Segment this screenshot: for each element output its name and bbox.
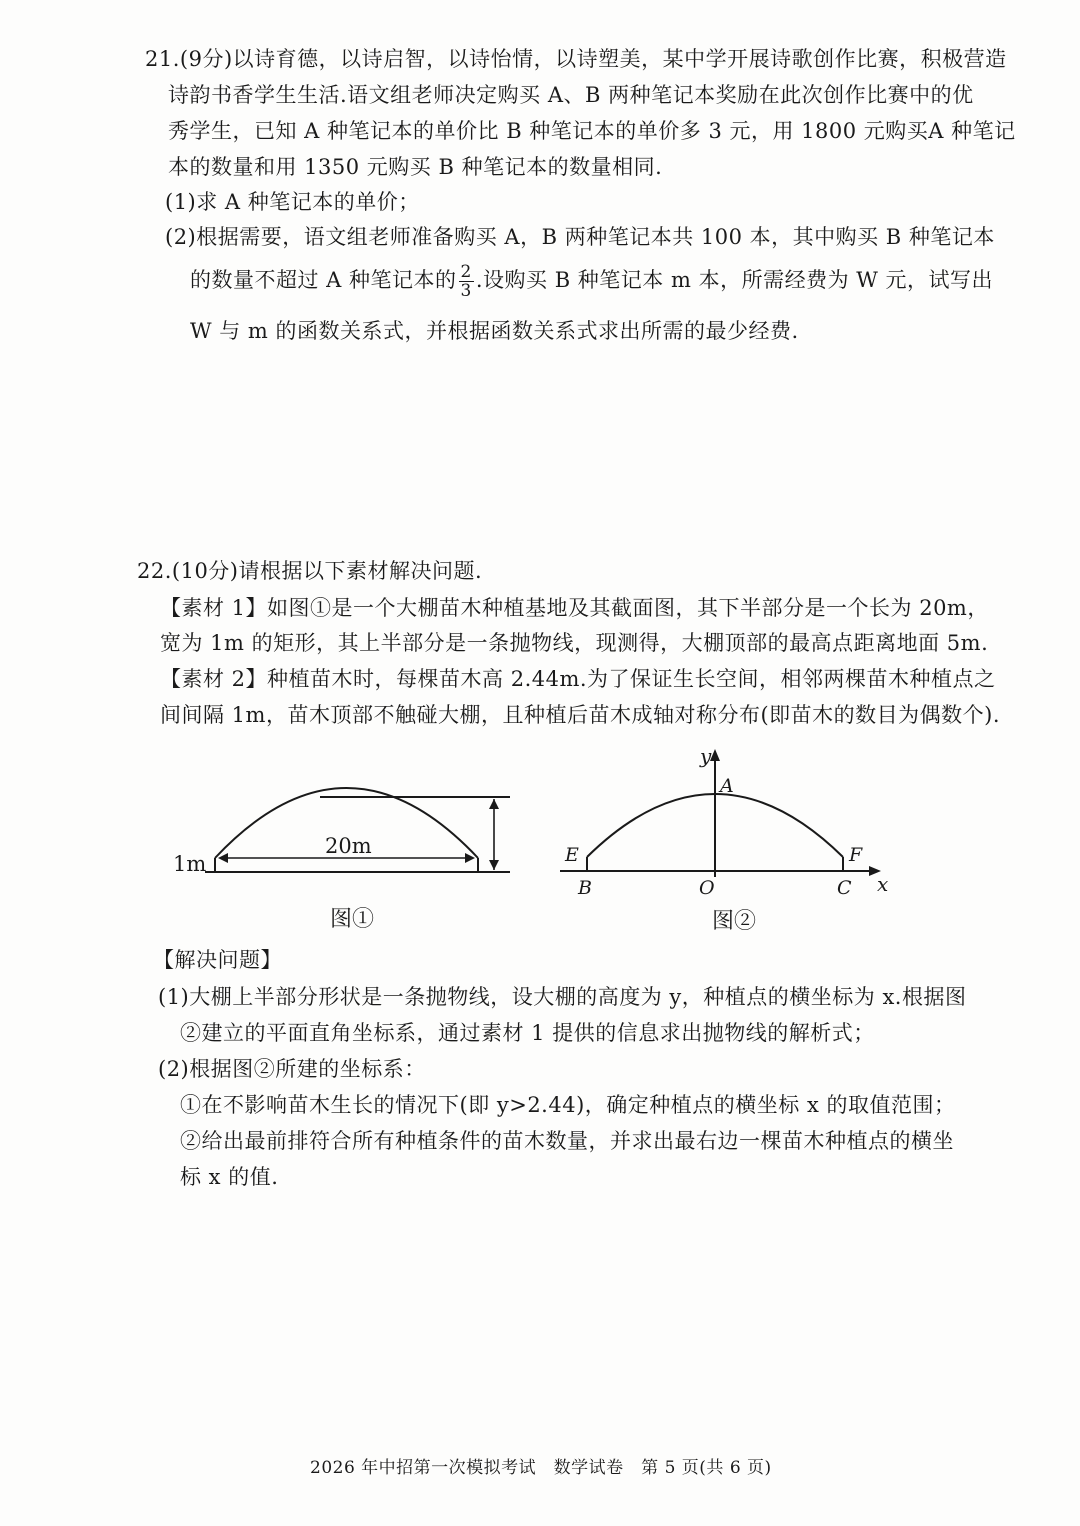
fig1-height-label: 1m: [173, 852, 207, 876]
fig1-width-label: 20m: [325, 834, 372, 858]
q22-title: 22.(10分)请根据以下素材解决问题.: [137, 559, 483, 583]
fraction-two-thirds: [459, 263, 474, 300]
fig2-label-b: B: [578, 877, 592, 899]
q21-line-1: 21.(9分)以诗育德，以诗启智，以诗怡情，以诗塑美，某中学开展诗歌创作比赛，积极营造: [145, 47, 1007, 71]
q21-part-2: (2)根据需要，语文组老师准备购买 A，B 两种笔记本共 100 本，其中购买 B 种笔记本: [165, 225, 995, 249]
fig2-label-y: y: [700, 745, 712, 768]
figure-1-caption: 图①: [330, 907, 375, 932]
figure-2-coordinate-system: [555, 745, 900, 905]
q22-material-1-line-1: 【素材 1】如图①是一个大棚苗木种植基地及其截面图，其下半部分是一个长为 20m，: [160, 596, 989, 620]
q22-part-1-line-1: (1)大棚上半部分形状是一条抛物线，设大棚的高度为 y，种植点的横坐标为 x.根据图: [158, 985, 967, 1009]
q21-line-7: [190, 263, 993, 300]
q21-line-7-text-a: 的数量不超过 A 种笔记本的: [190, 268, 457, 292]
page-footer: 2026 年中招第一次模拟考试 数学试卷 第 5 页(共 6 页): [310, 1458, 772, 1478]
q22-part-2-sub-2-line-1: ②给出最前排符合所有种植条件的苗木数量，并求出最右边一棵苗木种植点的横坐: [180, 1129, 954, 1153]
fig2-label-x: x: [877, 872, 889, 896]
fig1-height-arrowhead-bottom: [489, 860, 499, 870]
fig2-label-a: A: [720, 775, 734, 797]
q22-material-1-line-2: 宽为 1m 的矩形，其上半部分是一条抛物线，现测得，大棚顶部的最高点距离地面 5m.: [160, 631, 989, 655]
fig2-y-axis-arrowhead: [710, 749, 720, 761]
q21-part-1: (1)求 A 种笔记本的单价；: [165, 190, 420, 214]
figure-2-caption: 图②: [712, 909, 757, 934]
fig2-label-e: E: [565, 844, 579, 866]
q22-part-2-heading: (2)根据图②所建的坐标系：: [158, 1057, 426, 1081]
q22-part-2-sub-1: ①在不影响苗木生长的情况下(即 y>2.44)，确定种植点的横坐标 x 的取值范围；: [180, 1093, 956, 1117]
q22-part-1-line-2: ②建立的平面直角坐标系，通过素材 1 提供的信息求出抛物线的解析式；: [180, 1021, 875, 1045]
q22-material-2-line-1: 【素材 2】种植苗木时，每棵苗木高 2.44m.为了保证生长空间，相邻两棵苗木种植点之: [160, 667, 996, 691]
q22-solve-heading: 【解决问题】: [153, 948, 282, 972]
fraction-denominator: 3: [460, 281, 472, 301]
figure-1-greenhouse: [160, 780, 520, 890]
q21-line-7-text-b: .设购买 B 种笔记本 m 本，所需经费为 W 元，试写出: [475, 268, 993, 292]
fraction-numerator: 2: [460, 262, 472, 282]
fig2-label-o: O: [699, 877, 715, 899]
q21-line-2: 诗韵书香学生生活.语文组老师决定购买 A、B 两种笔记本奖励在此次创作比赛中的优: [168, 83, 974, 107]
q21-line-8: W 与 m 的函数关系式，并根据函数关系式求出所需的最少经费.: [190, 319, 799, 343]
fig2-label-c: C: [837, 877, 852, 899]
fig2-label-f: F: [849, 844, 863, 866]
q21-line-4: 本的数量和用 1350 元购买 B 种笔记本的数量相同.: [168, 155, 663, 179]
fig1-height-arrowhead-top: [489, 799, 499, 809]
q21-line-3: 秀学生，已知 A 种笔记本的单价比 B 种笔记本的单价多 3 元，用 1800 元购买A 种笔记: [168, 119, 1016, 143]
q22-material-2-line-2: 间间隔 1m，苗木顶部不触碰大棚，且种植后苗木成轴对称分布(即苗木的数目为偶数个).: [160, 703, 1001, 727]
q22-part-2-sub-2-line-2: 标 x 的值.: [180, 1165, 279, 1189]
